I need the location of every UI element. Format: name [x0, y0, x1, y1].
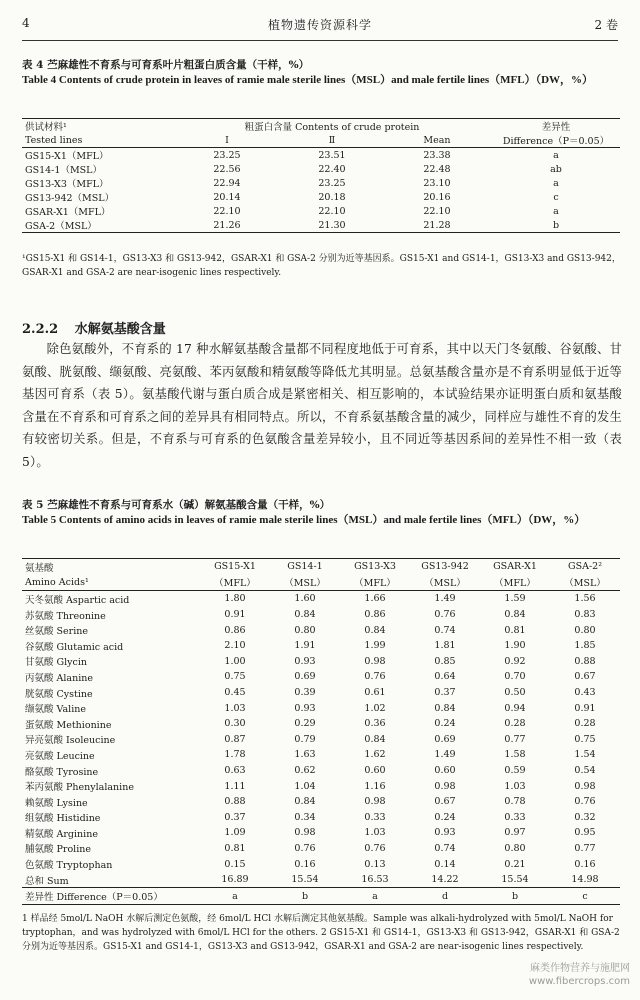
amino-acid-name-cell: 亮氨酸 Leucine — [25, 750, 95, 762]
value-cell: 1.90 — [504, 640, 526, 652]
value-cell: 1.60 — [294, 593, 316, 605]
value-cell: 0.98 — [434, 780, 456, 792]
value-cell: 1.03 — [504, 780, 526, 792]
value-cell: 0.81 — [224, 842, 246, 854]
table-row — [22, 841, 620, 857]
rep2-cell: 21.30 — [318, 219, 346, 231]
table-row — [22, 654, 620, 670]
value-cell: 2.10 — [224, 640, 246, 652]
value-cell: 14.98 — [571, 874, 599, 886]
table5-col-line: GS13-942 — [421, 561, 469, 573]
value-cell: 0.98 — [364, 655, 386, 667]
page-number: 4 — [22, 16, 30, 30]
table4-caption-cn: 表 4 苎麻雄性不育系与可育系叶片粗蛋白质含量（干样，%） — [22, 59, 310, 71]
value-cell: 1.91 — [294, 640, 316, 652]
table5-header-aa-cn: 氨基酸 — [25, 562, 54, 574]
value-cell: 0.85 — [434, 655, 456, 667]
table4 — [22, 118, 620, 233]
amino-acid-name-cell: 天冬氨酸 Aspartic acid — [25, 594, 130, 606]
rep2-cell: 23.25 — [318, 177, 346, 189]
amino-acid-name-cell: 谷氨酸 Glutamic acid — [25, 641, 124, 653]
value-cell: 1.66 — [364, 593, 386, 605]
table-row — [22, 669, 620, 685]
diff-cell: ab — [550, 163, 562, 175]
value-cell: 0.75 — [224, 671, 246, 683]
value-cell: 0.60 — [434, 765, 456, 777]
journal-title: 植物遗传资源科学 — [267, 18, 372, 32]
value-cell: 0.37 — [434, 687, 456, 699]
value-cell: 0.15 — [224, 858, 246, 870]
table5-col-line: GS13-X3 — [354, 561, 396, 573]
amino-acid-name-cell: 丙氨酸 Alanine — [25, 672, 93, 684]
value-cell: 16.89 — [221, 874, 249, 886]
value-cell: 0.80 — [574, 624, 596, 636]
value-cell: 0.84 — [294, 609, 316, 621]
rep1-cell: 22.10 — [213, 205, 241, 217]
rep2-cell: 23.51 — [318, 149, 346, 161]
value-cell: b — [301, 890, 309, 902]
value-cell: 0.81 — [504, 624, 526, 636]
amino-acid-name-cell: 异亮氨酸 Isoleucine — [25, 735, 116, 747]
table4-header-rep2: Ⅱ — [328, 134, 336, 146]
value-cell: 0.84 — [504, 609, 526, 621]
amino-acid-name-cell: 胱氨酸 Cystine — [25, 688, 93, 700]
watermark-line2: www.fibercrops.com — [528, 976, 630, 987]
value-cell: 0.80 — [294, 624, 316, 636]
value-cell: 1.02 — [364, 702, 386, 714]
value-cell: 1.00 — [224, 655, 246, 667]
table5-col-type: （MSL） — [564, 578, 606, 590]
value-cell: 1.78 — [224, 749, 246, 761]
rep1-cell: 21.26 — [213, 219, 241, 231]
value-cell: 0.78 — [504, 796, 526, 808]
amino-acid-name-cell: 缬氨酸 Valine — [25, 704, 86, 716]
line-name-cell: GSAR-X1（MFL） — [25, 207, 111, 218]
value-cell: 0.69 — [434, 733, 456, 745]
value-cell: 0.34 — [294, 811, 316, 823]
value-cell: c — [582, 890, 588, 902]
value-cell: 0.60 — [364, 765, 386, 777]
line-name-cell: GS15-X1（MFL） — [25, 151, 109, 162]
value-cell: 0.77 — [504, 733, 526, 745]
table5-col-type: （MSL） — [424, 578, 466, 590]
value-cell: 0.84 — [364, 733, 386, 745]
mean-cell: 23.38 — [423, 149, 451, 161]
amino-acid-name-cell: 甘氨酸 Glycin — [25, 657, 87, 669]
mean-cell: 23.10 — [423, 177, 451, 189]
value-cell: 0.33 — [504, 811, 526, 823]
table5-caption-cn: 表 5 苎麻雄性不育系与可育系水（碱）解氨基酸含量（干样，%） — [22, 499, 331, 511]
table-row — [22, 162, 620, 176]
value-cell: 0.76 — [364, 671, 386, 683]
value-cell: 0.83 — [574, 609, 596, 621]
value-cell: 0.50 — [504, 687, 526, 699]
value-cell: 0.95 — [574, 827, 596, 839]
value-cell: 1.56 — [574, 593, 596, 605]
value-cell: 0.93 — [294, 702, 316, 714]
value-cell: 0.32 — [574, 811, 596, 823]
table5 — [22, 558, 620, 905]
value-cell: 0.13 — [364, 858, 386, 870]
amino-acid-name-cell: 苏氨酸 Threonine — [25, 610, 106, 622]
table-row — [22, 732, 620, 748]
value-cell: 0.74 — [434, 842, 456, 854]
table5-col-type: （MFL） — [494, 578, 536, 590]
value-cell: 0.24 — [434, 811, 456, 823]
diff-cell: a — [553, 149, 559, 161]
value-cell: 1.54 — [574, 749, 596, 761]
table4-caption — [22, 58, 622, 88]
table-row — [22, 700, 620, 716]
diff-cell: a — [553, 177, 559, 189]
value-cell: 0.88 — [224, 796, 246, 808]
value-cell: 0.80 — [504, 842, 526, 854]
amino-acid-name-cell: 组氨酸 Histidine — [25, 813, 101, 825]
value-cell: 0.24 — [434, 718, 456, 730]
table5-col-line: GS14-1 — [287, 561, 323, 573]
table5-col-type: （MSL） — [284, 578, 326, 590]
value-cell: 0.86 — [224, 624, 246, 636]
value-cell: 0.67 — [574, 671, 596, 683]
value-cell: 1.63 — [294, 749, 316, 761]
value-cell: b — [511, 890, 519, 902]
value-cell: 0.33 — [364, 811, 386, 823]
value-cell: 0.43 — [574, 687, 596, 699]
table4-header-material-en: Tested lines — [25, 134, 83, 146]
table4-body — [22, 148, 620, 233]
value-cell: 0.45 — [224, 687, 246, 699]
value-cell: 0.76 — [574, 796, 596, 808]
value-cell: 0.21 — [504, 858, 526, 870]
value-cell: 0.16 — [294, 858, 316, 870]
amino-acid-name-cell: 酪氨酸 Tyrosine — [25, 766, 99, 778]
table4-caption-en: Table 4 Contents of crude protein in leaves of ramie male sterile lines（MSL）and male fertile lines（MFL）（DW，%） — [22, 74, 594, 86]
table5-body — [22, 591, 620, 905]
amino-acid-name-cell: 蛋氨酸 Methionine — [25, 719, 112, 731]
line-name-cell: GS13-942（MSL） — [25, 193, 115, 204]
value-cell: 1.03 — [364, 827, 386, 839]
value-cell: 15.54 — [291, 874, 319, 886]
value-cell: 1.81 — [434, 640, 456, 652]
value-cell: 0.93 — [434, 827, 456, 839]
table-row — [22, 747, 620, 763]
table5-caption — [22, 498, 622, 528]
table-row — [22, 888, 620, 905]
section-paragraph: 除色氨酸外，不育系的 17 种水解氨基酸含量都不同程度地低于可育系，其中以天门冬氨酸、谷氨酸、甘氨酸、胱氨酸、缬氨酸、亮氨酸、苯丙氨酸和精氨酸等降低尤其明显。总氨基酸含量亦是不育系明显低于近等基因可育系（表 5）。氨基酸代谢与蛋白质合成是紧密相关、相互影响的，本试验结果亦证明蛋白质和氨基酸含量在不育系和可育系之间的差异具有相同特点。所以，不育系氨基酸含量的减少，同样应与雄性不育的发生有较密切关系。但是，不育系与可育系的色氨酸含量差异较小，且不同近等基因系间的差异性不相一致（表 5）。 — [22, 342, 622, 469]
table-row — [22, 810, 620, 826]
table5-caption-en: Table 5 Contents of amino acids in leaves of ramie male sterile lines（MSL）and male fertile lines（MFL）（DW，%） — [22, 514, 586, 526]
table-row — [22, 856, 620, 872]
table-row — [22, 218, 620, 233]
value-cell: 0.98 — [364, 796, 386, 808]
value-cell: 0.61 — [364, 687, 386, 699]
value-cell: a — [232, 890, 238, 902]
value-cell: 0.30 — [224, 718, 246, 730]
table-row — [22, 763, 620, 779]
table-row — [22, 622, 620, 638]
amino-acid-name-cell: 苯丙氨酸 Phenylalanine — [25, 782, 134, 794]
value-cell: 1.16 — [364, 780, 386, 792]
section-title: 水解氨基酸含量 — [74, 322, 166, 337]
table5-col-line: GSA-2² — [567, 561, 603, 573]
table-row — [22, 872, 620, 888]
value-cell: 0.92 — [504, 655, 526, 667]
value-cell: 0.63 — [224, 765, 246, 777]
rep2-cell: 20.18 — [318, 191, 346, 203]
value-cell: 0.37 — [224, 811, 246, 823]
value-cell: 0.67 — [434, 796, 456, 808]
table5-col-type: （MFL） — [214, 578, 256, 590]
table-row — [22, 685, 620, 701]
value-cell: 1.59 — [504, 593, 526, 605]
table5-col-line: GS15-X1 — [214, 561, 256, 573]
table4-header-diff-en: Difference（P＝0.05） — [502, 136, 610, 147]
line-name-cell: GS13-X3（MFL） — [25, 179, 109, 190]
site-watermark — [529, 962, 630, 988]
value-cell: 0.69 — [294, 671, 316, 683]
line-name-cell: GS14-1（MSL） — [25, 165, 102, 176]
mean-cell: 22.48 — [423, 163, 451, 175]
value-cell: 0.93 — [294, 655, 316, 667]
value-cell: 0.94 — [504, 702, 526, 714]
value-cell: 1.49 — [434, 749, 456, 761]
table-row — [22, 778, 620, 794]
value-cell: 1.03 — [224, 702, 246, 714]
diff-cell: a — [553, 205, 559, 217]
table4-footnote: ¹GS15-X1 和 GS14-1，GS13-X3 和 GS13-942，GSAR-X1 和 GSA-2 分别为近等基因系。GS15-X1 and GS14-1，GS13-X3 and GS13-942，GSAR-X1 and GSA-2 are near-isogenic lines respectively. — [22, 254, 621, 278]
amino-acid-name-cell: 精氨酸 Arginine — [25, 828, 98, 840]
value-cell: 0.88 — [574, 655, 596, 667]
value-cell: 0.39 — [294, 687, 316, 699]
table4-header-mean: Mean — [423, 134, 451, 146]
table5-footnote: 1 样品经 5mol/L NaOH 水解后测定色氨酸，经 6mol/L HCl 水解后测定其他氨基酸。Sample was alkali-hydrolyzed with 5mol/L NaOH for tryptophan，and was hydrolyzed with 6mol/L HCl for the others. 2 GS15-X1 和 GS14-1，GS13-X3 和 GS13-942，GSAR-X1 和 GSA-2 分别为近等基因系。GS15-X1 and GS14-1，GS13-X3 and GS13-942，GSAR-X1 and GSA-2 are near-isogenic lines respectively. — [22, 914, 620, 952]
value-cell: 0.74 — [434, 624, 456, 636]
value-cell: 0.76 — [294, 842, 316, 854]
diff-cell: c — [553, 191, 559, 203]
amino-acid-name-cell: 脯氨酸 Proline — [25, 844, 91, 856]
value-cell: 0.84 — [434, 702, 456, 714]
rep2-cell: 22.40 — [318, 163, 346, 175]
value-cell: 0.79 — [294, 733, 316, 745]
table5-col-line: GSAR-X1 — [493, 561, 537, 573]
value-cell: 0.98 — [294, 827, 316, 839]
watermark-line1: 麻类作物营养与施肥网 — [530, 963, 630, 974]
value-cell: 0.76 — [364, 842, 386, 854]
rep1-cell: 22.56 — [213, 163, 241, 175]
value-cell: 0.75 — [574, 733, 596, 745]
amino-acid-name-cell: 差异性 Difference（P＝0.05） — [25, 892, 163, 904]
line-name-cell: GSA-2（MSL） — [25, 221, 97, 232]
value-cell: 0.70 — [504, 671, 526, 683]
value-cell: 1.09 — [224, 827, 246, 839]
value-cell: 1.62 — [364, 749, 386, 761]
value-cell: 1.80 — [224, 593, 246, 605]
table4-header-material-cn: 供试材料¹ — [25, 122, 67, 133]
value-cell: 0.28 — [504, 718, 526, 730]
value-cell: 0.54 — [574, 765, 596, 777]
value-cell: 1.11 — [224, 780, 246, 792]
table4-header-rep1: Ⅰ — [225, 134, 229, 146]
value-cell: 0.98 — [574, 780, 596, 792]
table4-header-diff-cn: 差异性 — [541, 122, 571, 133]
table4-header-content-group: 粗蛋白含量 Contents of crude protein — [244, 122, 420, 133]
value-cell: 0.62 — [294, 765, 316, 777]
table5-header-aa-en: Amino Acids¹ — [25, 576, 89, 588]
value-cell: 14.22 — [431, 874, 459, 886]
volume-label: 2 卷 — [594, 18, 618, 32]
value-cell: 1.85 — [574, 640, 596, 652]
value-cell: 0.87 — [224, 733, 246, 745]
amino-acid-name-cell: 丝氨酸 Serine — [25, 626, 88, 638]
table-row — [22, 716, 620, 732]
value-cell: 0.84 — [294, 796, 316, 808]
value-cell: 0.76 — [434, 609, 456, 621]
table-row — [22, 638, 620, 654]
value-cell: 0.29 — [294, 718, 316, 730]
table-row — [22, 204, 620, 218]
value-cell: 15.54 — [501, 874, 529, 886]
diff-cell: b — [552, 219, 560, 231]
amino-acid-name-cell: 赖氨酸 Lysine — [25, 797, 88, 809]
table-row — [22, 794, 620, 810]
value-cell: 0.91 — [574, 702, 596, 714]
table-row — [22, 176, 620, 190]
table5-col-type: （MFL） — [354, 578, 396, 590]
value-cell: 1.99 — [364, 640, 386, 652]
table-row — [22, 591, 620, 607]
mean-cell: 21.28 — [423, 219, 451, 231]
value-cell: 0.28 — [574, 718, 596, 730]
mean-cell: 20.16 — [423, 191, 451, 203]
value-cell: 0.84 — [364, 624, 386, 636]
value-cell: 0.77 — [574, 842, 596, 854]
section-heading — [22, 318, 178, 337]
value-cell: 1.49 — [434, 593, 456, 605]
value-cell: 0.64 — [434, 671, 456, 683]
value-cell: d — [441, 890, 449, 902]
rep1-cell: 20.14 — [213, 191, 241, 203]
header-rule — [22, 40, 618, 41]
amino-acid-name-cell: 色氨酸 Tryptophan — [25, 860, 113, 872]
value-cell: 0.97 — [504, 827, 526, 839]
value-cell: 1.58 — [504, 749, 526, 761]
value-cell: 0.59 — [504, 765, 526, 777]
table-row — [22, 190, 620, 204]
value-cell: 16.53 — [361, 874, 389, 886]
section-number: 2.2.2 — [22, 322, 59, 337]
amino-acid-name-cell: 总和 Sum — [25, 875, 69, 887]
rep1-cell: 22.94 — [213, 177, 241, 189]
value-cell: 0.36 — [364, 718, 386, 730]
table-row — [22, 825, 620, 841]
rep2-cell: 22.10 — [318, 205, 346, 217]
value-cell: 0.16 — [574, 858, 596, 870]
table-row — [22, 148, 620, 163]
value-cell: 0.14 — [434, 858, 456, 870]
mean-cell: 22.10 — [423, 205, 451, 217]
page-header — [22, 16, 618, 38]
value-cell: 0.86 — [364, 609, 386, 621]
rep1-cell: 23.25 — [213, 149, 241, 161]
value-cell: a — [372, 890, 378, 902]
value-cell: 0.91 — [224, 609, 246, 621]
value-cell: 1.04 — [294, 780, 316, 792]
table-row — [22, 607, 620, 623]
